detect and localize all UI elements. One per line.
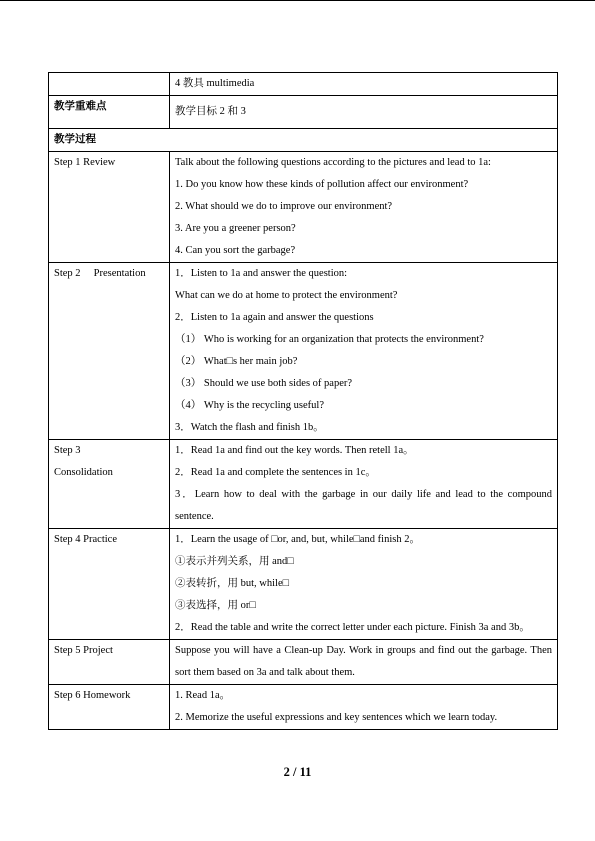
- lesson-plan-table: [48, 72, 558, 730]
- step3-paragraph: 3．Learn how to deal with the garbage in our daily life and lead to the compound sentence.: [175, 489, 552, 522]
- tools-text: 4 教具 multimedia: [170, 73, 558, 96]
- table-row-step1: [49, 152, 558, 263]
- process-header: 教学过程: [49, 129, 558, 152]
- step2-line: （2） What□s her main job?: [175, 356, 298, 367]
- step3-line: 1．Read 1a and find out the key words. Then retell 1a。: [175, 445, 414, 456]
- key-points-text: 教学目标 2 和 3: [170, 96, 558, 129]
- step5-label: Step 5 Project: [49, 640, 170, 685]
- step4-label: Step 4 Practice: [49, 529, 170, 640]
- table-row-step4: [49, 529, 558, 640]
- step6-line: 1. Read 1a。: [175, 690, 231, 701]
- step4-line: ③表选择，用 or□: [175, 600, 256, 611]
- step6-line: 2. Memorize the useful expressions and key sentences which we learn today.: [175, 712, 498, 723]
- table-row-key-points: [49, 96, 558, 129]
- step1-line: 2. What should we do to improve our environment?: [175, 201, 393, 212]
- page-number: 2 / 11: [283, 765, 312, 779]
- step5-paragraph: Suppose you will have a Clean-up Day. Work in groups and find out the garbage. Then sort them based on 3a and talk about them.: [175, 645, 552, 678]
- step1-content: [170, 152, 558, 263]
- row-label-key-points: 教学重难点: [49, 96, 170, 129]
- top-rule: [0, 0, 595, 1]
- step4-line: 1．Learn the usage of □or, and, but, while□and finish 2。: [175, 534, 420, 545]
- step6-content: [170, 685, 558, 730]
- step2-line: 2．Listen to 1a again and answer the questions: [175, 312, 374, 323]
- table-row-step3: [49, 440, 558, 529]
- step4-line: ①表示并列关系，用 and□: [175, 556, 294, 567]
- step4-content: [170, 529, 558, 640]
- table-row-step2: [49, 263, 558, 440]
- step3-label: Step 3 Consolidation: [49, 440, 170, 529]
- step4-line: ②表转折，用 but, while□: [175, 578, 289, 589]
- step2-label: Step 2 Presentation: [49, 263, 170, 440]
- step3-content: [170, 440, 558, 529]
- table-row-process-header: [49, 129, 558, 152]
- step1-line: 4. Can you sort the garbage?: [175, 245, 296, 256]
- step2-line: 3．Watch the flash and finish 1b。: [175, 422, 324, 433]
- step2-line: （1） Who is working for an organization that protects the environment?: [175, 334, 484, 345]
- step6-label: Step 6 Homework: [49, 685, 170, 730]
- table-row-tools: [49, 73, 558, 96]
- step1-line: 3. Are you a greener person?: [175, 223, 296, 234]
- step2-line: （4） Why is the recycling useful?: [175, 400, 324, 411]
- step4-paragraph: 2．Read the table and write the correct letter under each picture. Finish 3a and 3b。: [175, 622, 530, 633]
- step2-line: （3） Should we use both sides of paper?: [175, 378, 353, 389]
- step1-label: Step 1 Review: [49, 152, 170, 263]
- table-row-step5: [49, 640, 558, 685]
- step5-content: [170, 640, 558, 685]
- step1-line: Talk about the following questions according to the pictures and lead to 1a:: [175, 157, 491, 168]
- step2-line: 1．Listen to 1a and answer the question:: [175, 268, 348, 279]
- row-label-tools: [49, 73, 170, 96]
- table-row-step6: [49, 685, 558, 730]
- step2-line: What can we do at home to protect the environment?: [175, 290, 398, 301]
- step3-line: 2．Read 1a and complete the sentences in 1c。: [175, 467, 376, 478]
- step2-content: [170, 263, 558, 440]
- step1-line: 1. Do you know how these kinds of pollution affect our environment?: [175, 179, 469, 190]
